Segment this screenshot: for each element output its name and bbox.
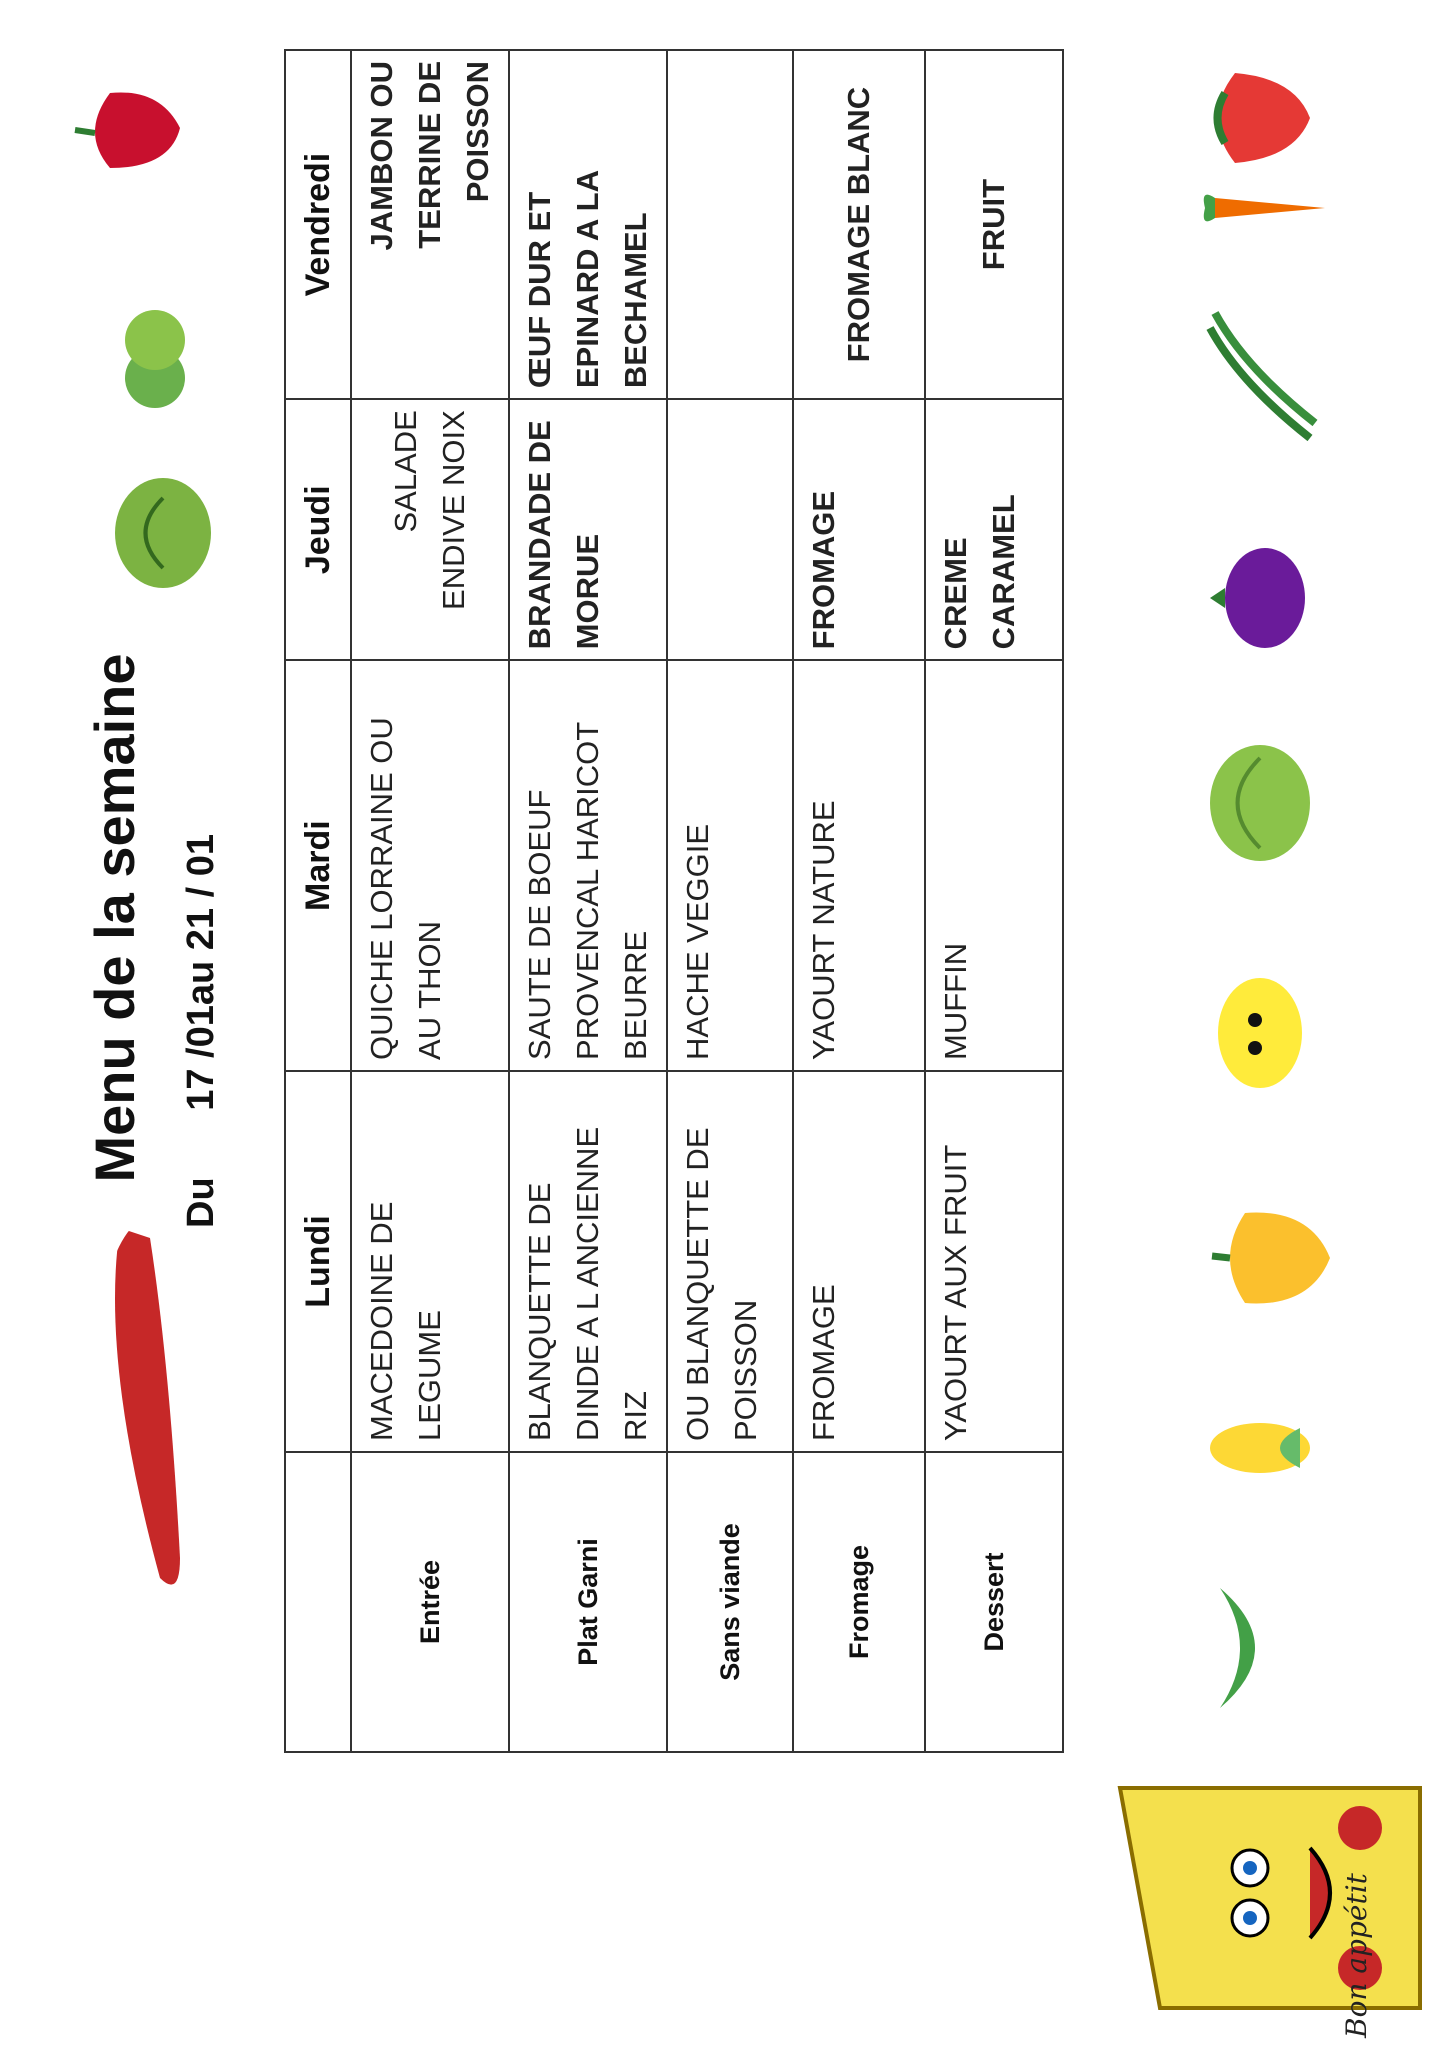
row-plat-garni (509, 50, 667, 1752)
day-mardi: Mardi (285, 660, 351, 1071)
menu-cell: FROMAGE (793, 399, 925, 660)
day-vendredi: Vendredi (285, 50, 351, 399)
cheese-mascot-icon (1100, 1778, 1440, 2028)
menu-cell: QUICHE LORRAINE OU AU THON (351, 660, 509, 1071)
day-lundi: Lundi (285, 1071, 351, 1452)
pea-pod-icon (1200, 1578, 1290, 1718)
lettuce-icon (1205, 738, 1315, 868)
menu-cell: MUFFIN (925, 660, 1063, 1071)
menu-table (284, 49, 1064, 1753)
menu-cell: JAMBON OU TERRINE DE POISSON (351, 50, 509, 399)
row-label: Sans viande (667, 1452, 793, 1752)
page-title: Menu de la semaine (83, 653, 146, 1183)
header-row (285, 50, 351, 1752)
strawberry-icon (1195, 58, 1315, 178)
menu-cell: YAOURT NATURE (793, 660, 925, 1071)
row-label: Dessert (925, 1452, 1063, 1752)
menu-cell (667, 399, 793, 660)
menu-cell: SAUTE DE BOEUF PROVENCAL HARICOT BEURRE (509, 660, 667, 1071)
menu-cell: MACEDOINE DE LEGUME (351, 1071, 509, 1452)
red-pepper-icon (70, 78, 190, 188)
row-fromage (793, 50, 925, 1752)
date-range (180, 528, 223, 1228)
corner-cell (285, 1452, 351, 1752)
lemon-icon (1205, 968, 1315, 1098)
date-value: 17 /01au 21 / 01 (180, 834, 222, 1111)
menu-cell: BRANDADE DE MORUE (509, 399, 667, 660)
bon-appetit-signature: Bon appétit (1340, 1873, 1373, 2038)
banana-icon (95, 312, 96, 313)
menu-cell: SALADE ENDIVE NOIX (351, 399, 509, 660)
lime-icon (100, 298, 210, 418)
menu-cell: YAOURT AUX FRUIT (925, 1071, 1063, 1452)
day-jeudi: Jeudi (285, 399, 351, 660)
corn-icon (1200, 1388, 1320, 1508)
row-sans-viande (667, 50, 793, 1752)
row-label: Fromage (793, 1452, 925, 1752)
lettuce-icon (100, 1577, 101, 1578)
menu-cell: CREME CARAMEL (925, 399, 1063, 660)
menu-cell: FROMAGE (793, 1071, 925, 1452)
row-label: Entrée (351, 1452, 509, 1752)
row-entree (351, 50, 509, 1752)
menu-cell: OU BLANQUETTE DE POISSON (667, 1071, 793, 1452)
date-prefix: Du (180, 1177, 222, 1228)
menu-cell (667, 50, 793, 399)
menu-cell: FROMAGE BLANC (793, 50, 925, 399)
menu-cell: HACHE VEGGIE (667, 660, 793, 1071)
menu-cell: ŒUF DUR ET EPINARD A LA BECHAMEL (509, 50, 667, 399)
row-dessert (925, 50, 1063, 1752)
banana-icon (100, 312, 101, 313)
banana-icon (95, 357, 96, 358)
menu-cell: BLANQUETTE DE DINDE A L ANCIENNE RIZ (509, 1071, 667, 1452)
row-label: Plat Garni (509, 1452, 667, 1752)
green-beans-icon (1200, 308, 1320, 458)
yellow-pepper-icon (1210, 1198, 1340, 1318)
eggplant-icon (1205, 538, 1315, 658)
menu-cell: FRUIT (925, 50, 1063, 399)
